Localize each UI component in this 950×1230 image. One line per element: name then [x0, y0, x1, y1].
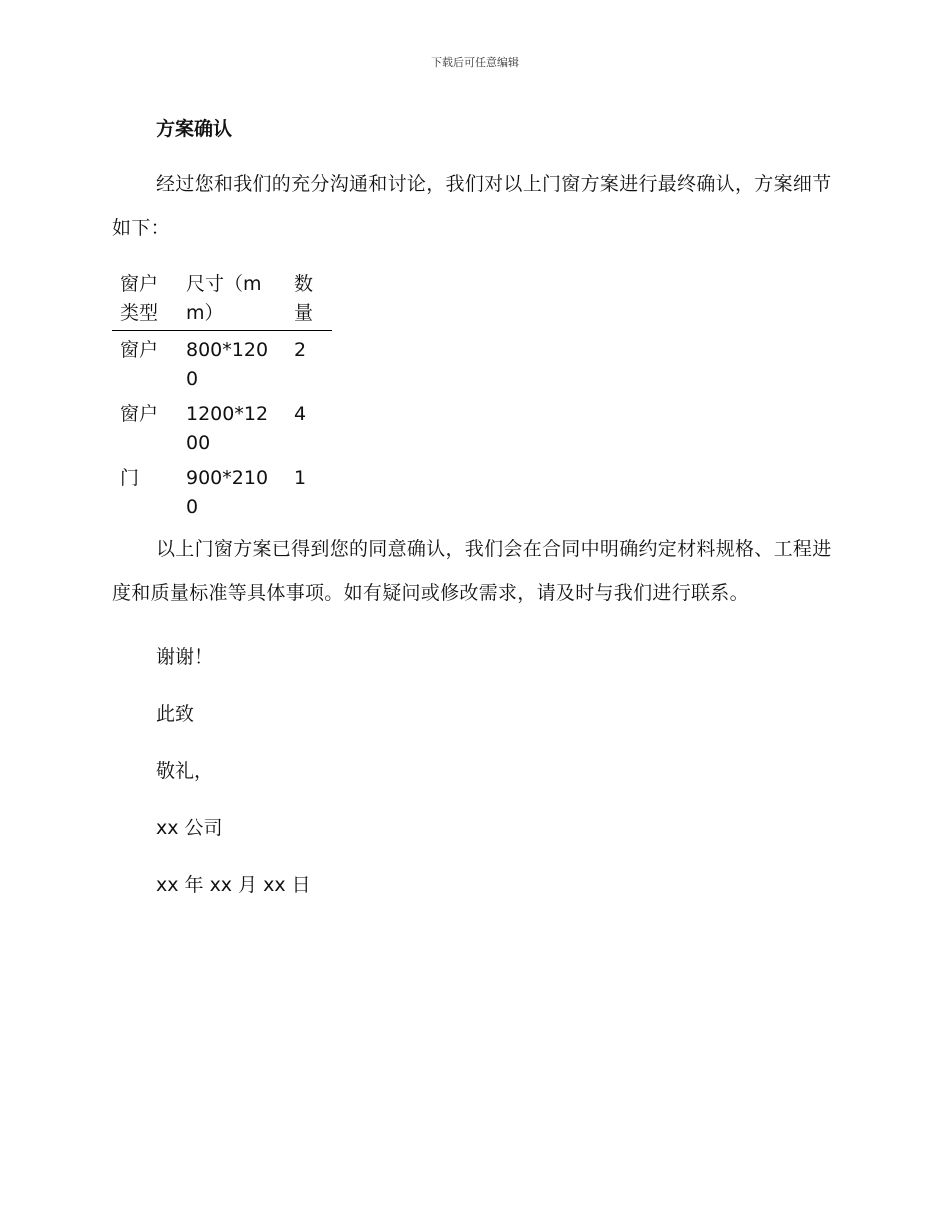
cell-size: 1200*1200 — [186, 403, 269, 454]
column-header-quantity: 数量 — [286, 270, 332, 331]
cell-type: 门 — [120, 467, 140, 489]
table-row — [112, 459, 332, 523]
cell-type: 窗户 — [120, 403, 159, 425]
salutation-line-1: 此致 — [156, 703, 195, 725]
cell-quantity: 2 — [294, 339, 307, 361]
document-body — [112, 112, 832, 914]
cell-type: 窗户 — [120, 339, 159, 361]
document-title: 方案确认 — [156, 118, 233, 140]
table-row — [112, 331, 332, 396]
column-header-size: 尺寸（mm） — [178, 270, 286, 331]
cell-size: 900*2100 — [186, 467, 269, 518]
cell-quantity: 1 — [294, 467, 307, 489]
intro-paragraph: 经过您和我们的充分沟通和讨论，我们对以上门窗方案进行最终确认，方案细节如下： — [112, 173, 832, 239]
cell-size: 800*1200 — [186, 339, 269, 390]
salutation-line-2: 敬礼， — [156, 760, 214, 782]
column-header-type: 窗户类型 — [112, 270, 178, 331]
document-date: xx 年 xx 月 xx 日 — [156, 874, 311, 896]
page-header: 下载后可任意编辑 — [431, 56, 519, 69]
thanks-line: 谢谢！ — [156, 646, 214, 668]
cell-quantity: 4 — [294, 403, 307, 425]
closing-paragraph: 以上门窗方案已得到您的同意确认，我们会在合同中明确约定材料规格、工程进度和质量标准等具体事项。如有疑问或修改需求，请及时与我们进行联系。 — [112, 538, 832, 604]
table-header-row — [112, 270, 332, 331]
window-spec-table — [112, 270, 332, 523]
table-row — [112, 395, 332, 459]
company-name: xx 公司 — [156, 817, 223, 839]
